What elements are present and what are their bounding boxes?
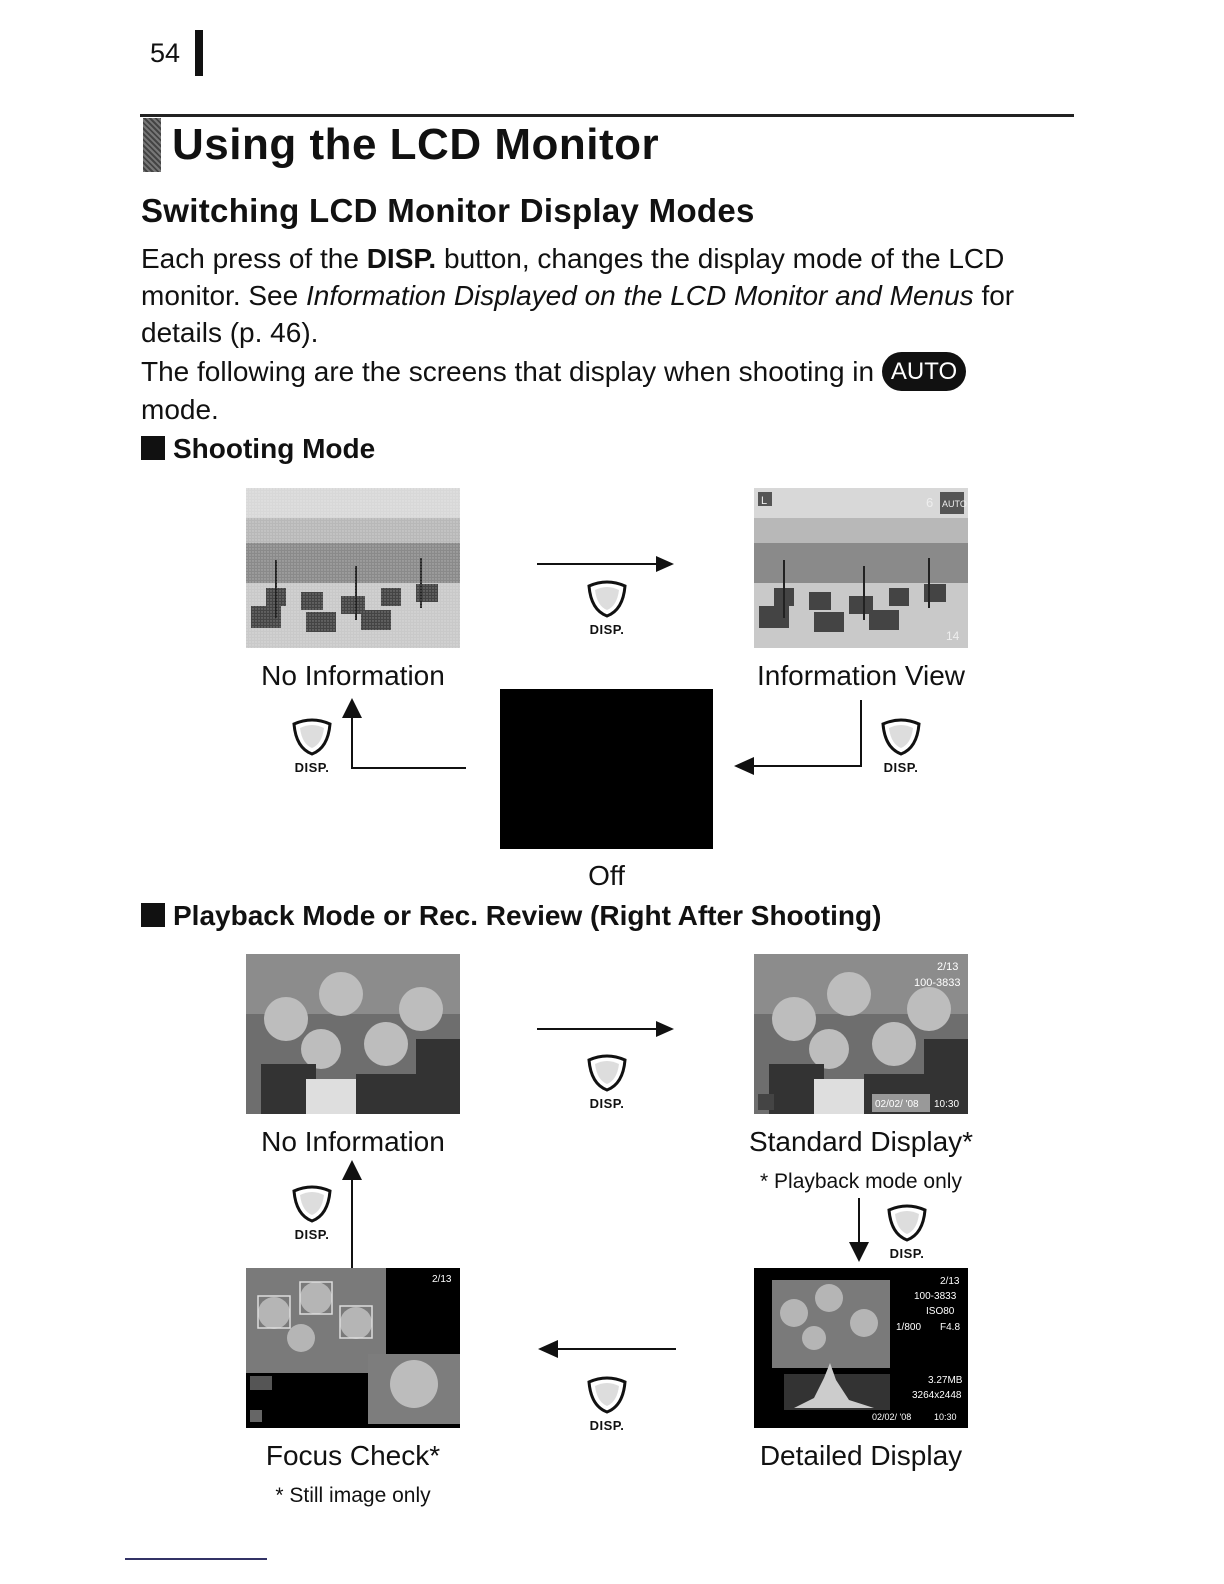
disp-button-icon: DISP. [582,580,632,637]
family-photo-standard-display [754,954,968,1114]
caption-information-view: Information View [756,660,966,691]
arrow-up-line [351,1176,353,1268]
det-date: 02/02/ '08 [872,1412,912,1422]
det-folder: 100-3833 [914,1291,957,1302]
note-still-image-only: * Still image only [275,1484,431,1507]
arrow-right-head [656,556,676,572]
info-top-left: L [761,495,768,507]
auto-paragraph: The following are the screens that display when shooting in AUTO mode. [141,352,1081,428]
arrow-up-head [342,1160,362,1180]
page-number-bar [195,30,203,76]
page-title: Using the LCD Monitor [172,120,660,169]
det-res: 3264x2448 [912,1390,962,1401]
title-marker [143,118,161,172]
beach-photo-info-view [754,488,968,648]
arrow-left-head [538,1340,558,1358]
info-top-right: AUTO [942,499,967,509]
focus-counter: 2/13 [432,1274,452,1285]
arrow-down-head [849,1242,869,1262]
det-size: 3.27MB [928,1375,963,1386]
disp-button-icon: DISP. [287,718,337,775]
arrow-right-head [656,1021,676,1037]
det-time: 10:30 [934,1412,957,1422]
info-count: 6 [926,495,934,510]
disp-button-icon: DISP. [882,1204,932,1261]
arrow-right-line [537,563,659,565]
caption-focus-check: Focus Check* [265,1440,441,1471]
footer-line [125,1558,267,1560]
beach-photo-no-info [246,488,460,648]
det-shutter: 1/800 [896,1322,922,1333]
det-fstop: F4.8 [940,1322,961,1333]
caption-playback-no-information: No Information [261,1126,445,1157]
section-title: Switching LCD Monitor Display Modes [141,192,755,229]
note-playback-only: * Playback mode only [760,1170,962,1193]
caption-standard-display: Standard Display* [748,1126,974,1157]
std-time: 10:30 [934,1099,960,1110]
arrow-left-bottom-line [351,767,466,769]
std-date: 02/02/ '08 [875,1099,919,1110]
arrow-down-line [858,1198,860,1246]
arrow-left-line [556,1348,676,1350]
std-folder: 100-3833 [914,977,961,989]
caption-detailed-display: Detailed Display [759,1440,963,1471]
arrow-up-head [342,698,362,718]
caption-off: Off [588,860,625,891]
caption-no-information: No Information [261,660,445,691]
arrow-right-line [537,1028,659,1030]
family-photo-no-info [246,954,460,1114]
arrow-up-line [351,712,353,768]
det-counter: 2/13 [940,1276,960,1287]
page-number: 54 [150,38,181,68]
det-iso: ISO80 [926,1306,955,1317]
focus-check-screen [246,1268,460,1428]
detailed-display-screen [754,1268,968,1428]
arrow-left-line [752,765,862,767]
off-screen [500,689,713,849]
std-counter: 2/13 [937,961,959,973]
shooting-mode-heading: Shooting Mode [141,433,375,465]
intro-paragraph: Each press of the DISP. button, changes the display mode of the LCD monitor. See Information Displayed on the LCD Monitor and Menus for details (p. 46). [141,243,1015,348]
arrow-left-head [734,757,754,775]
disp-button-icon: DISP. [876,718,926,775]
arrow-down-line [860,700,862,766]
auto-mode-icon: AUTO [882,352,966,391]
disp-button-icon: DISP. [582,1376,632,1433]
disp-button-icon: DISP. [287,1185,337,1242]
title-rule [140,114,1074,117]
playback-mode-heading: Playback Mode or Rec. Review (Right After Shooting) [141,900,881,932]
disp-button-icon: DISP. [582,1054,632,1111]
info-bottom-right: 14 [946,629,960,643]
